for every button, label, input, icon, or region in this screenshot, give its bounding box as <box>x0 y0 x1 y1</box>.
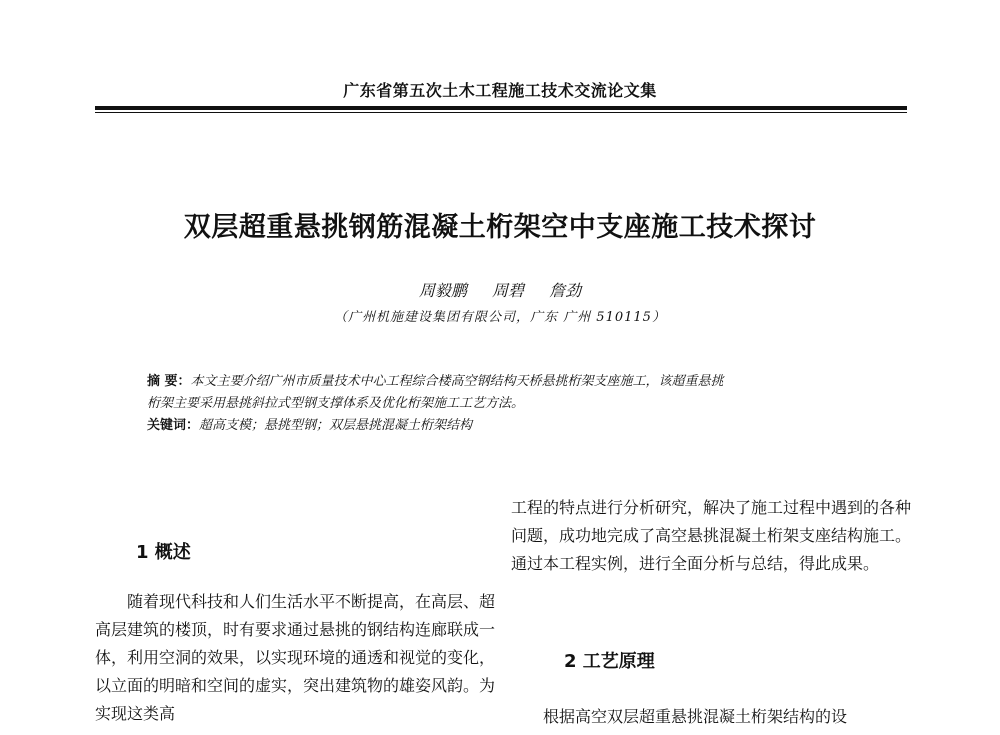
body-paragraph: 根据高空双层超重悬挑混凝土桁架结构的设 <box>543 707 848 726</box>
journal-header: 广东省第五次土木工程施工技术交流论文集 <box>343 81 657 100</box>
body-paragraph: 工程的特点进行分析研究，解决了施工过程中遇到的各种问题，成功地完成了高空悬挑混凝土桁架支座结构施工。通过本工程实例，进行全面分析与总结，得此成果。 <box>511 498 912 573</box>
keywords-label: 关键词： <box>147 418 200 433</box>
header-rule-thin <box>95 112 907 113</box>
abstract-text: 本文主要介绍广州市质量技术中心工程综合楼高空钢结构天桥悬挑桁架支座施工，该超重悬挑 <box>190 374 724 389</box>
header-rule-thick <box>95 106 907 110</box>
section-heading-overview: 1 概述 <box>136 542 191 563</box>
keywords-text: 超高支模；悬挑型钢；双层悬挑混凝土桁架结构 <box>199 418 473 433</box>
body-paragraph: 随着现代科技和人们生活水平不断提高，在高层、超高层建筑的楼顶，时有要求通过悬挑的钢结构连廊联成一体，利用空洞的效果，以实现环境的通透和视觉的变化，以立面的明暗和空间的虚实，突出建筑物的雄姿风韵。为实现这类高 <box>95 592 496 723</box>
abstract-label: 摘 要： <box>147 374 191 389</box>
abstract-text: 桁架主要采用悬挑斜拉式型钢支撑体系及优化桁架施工工艺方法。 <box>147 396 525 411</box>
left-column <box>95 588 495 728</box>
abstract-line <box>147 393 867 415</box>
right-column <box>511 703 911 731</box>
keywords-line <box>147 415 867 437</box>
author-name: 詹劲 <box>549 281 582 300</box>
abstract-line <box>147 371 867 393</box>
author-name: 周碧 <box>491 281 524 300</box>
abstract-block <box>147 371 867 437</box>
author-name: 周毅鹏 <box>418 281 467 300</box>
paper-title: 双层超重悬挑钢筋混凝土桁架空中支座施工技术探讨 <box>183 212 817 243</box>
affiliation: （广州机施建设集团有限公司，广东 广州 510115） <box>334 310 666 325</box>
section-heading-principle: 2 工艺原理 <box>564 651 655 672</box>
right-column-continuation <box>511 494 911 578</box>
author-list <box>0 278 1000 301</box>
